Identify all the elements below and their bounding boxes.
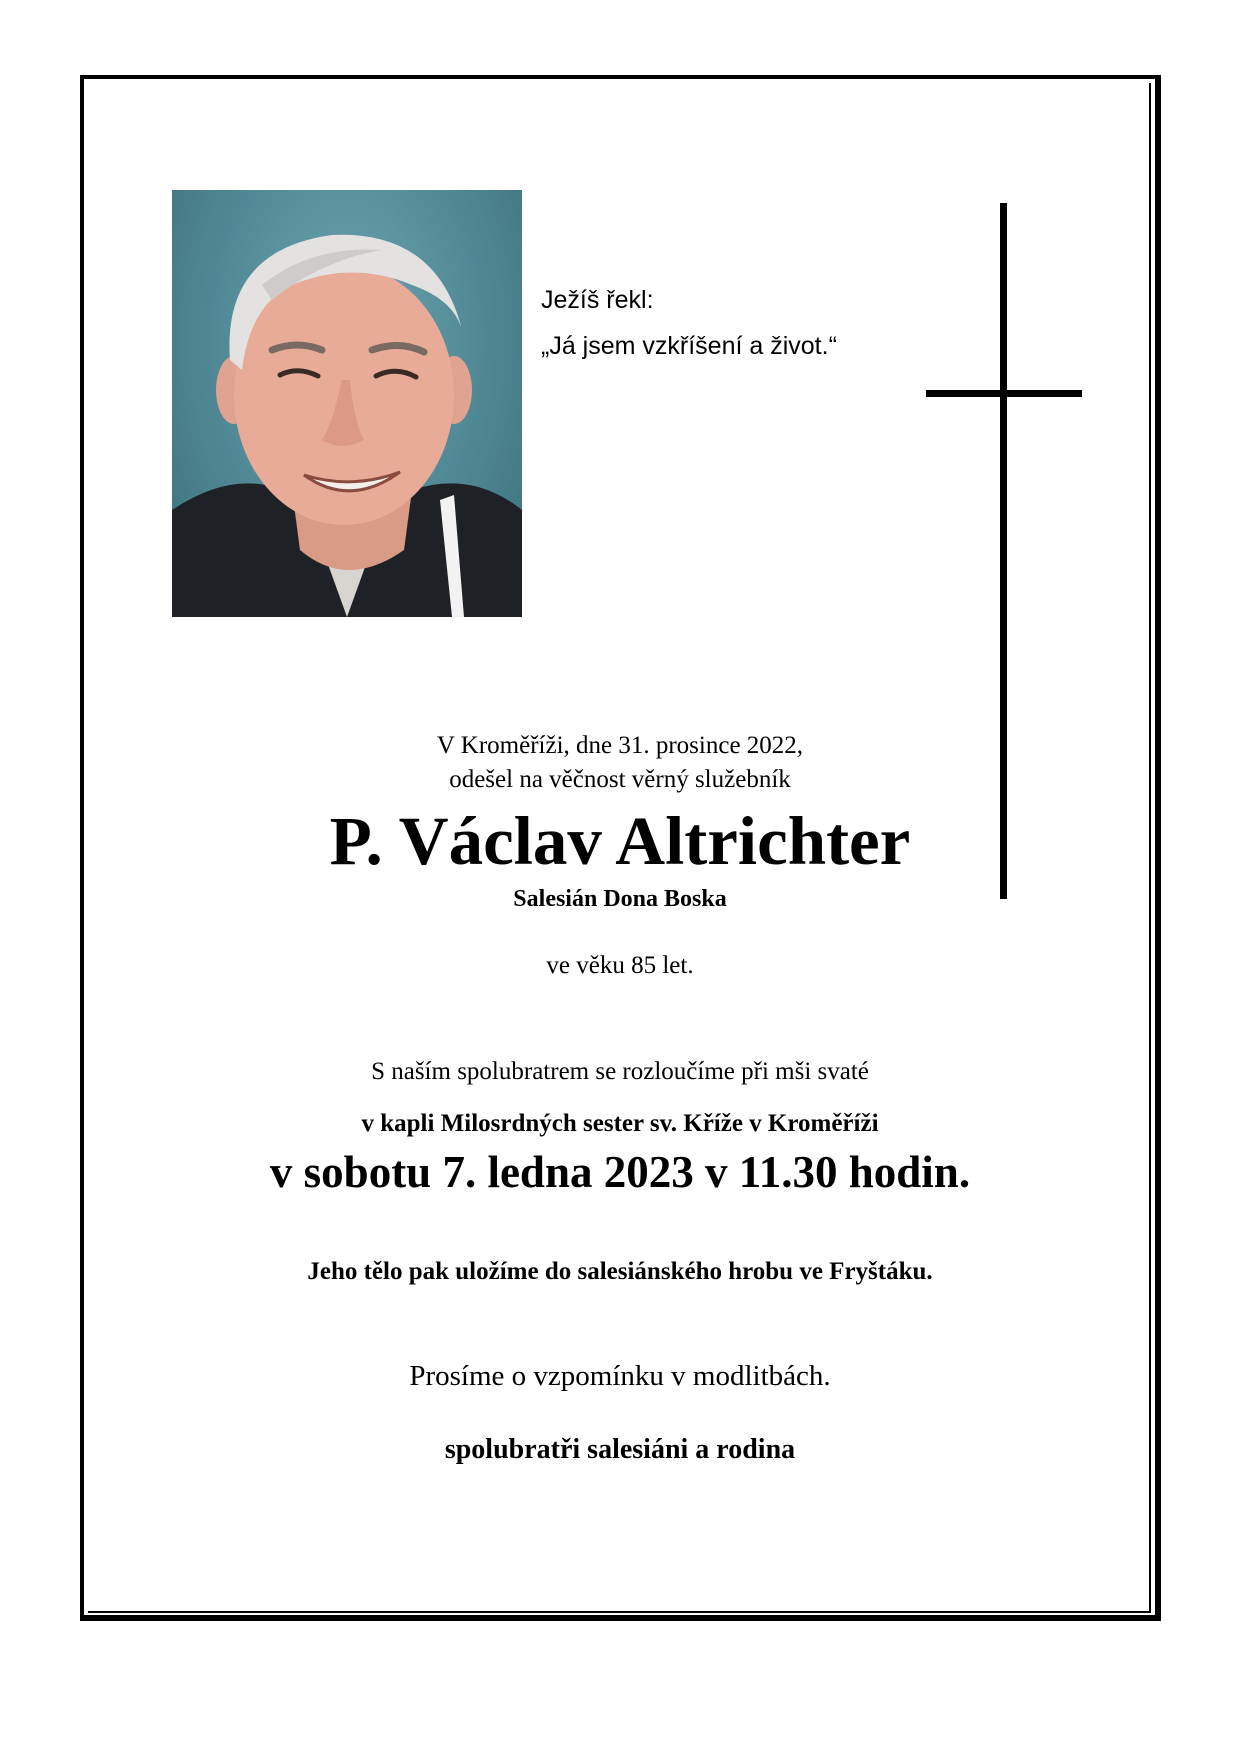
- intro-line-1: V Kroměříži, dne 31. prosince 2022,: [436, 732, 804, 759]
- prayer-request: Prosíme o vzpomínku v modlitbách.: [409, 1360, 831, 1392]
- ceremony-place: v kapli Milosrdných sester sv. Kříže v Kroměříži: [361, 1110, 879, 1137]
- quote-line-1: Ježíš řekl:: [541, 286, 654, 314]
- farewell-text: S naším spolubratrem se rozloučíme při mši svaté: [371, 1058, 869, 1085]
- deceased-name: P. Václav Altrichter: [329, 803, 911, 879]
- quote-line-2: „Já jsem vzkříšení a život.“: [541, 332, 837, 360]
- intro-line-2: odešel na věčnost věrný služebník: [449, 766, 791, 793]
- ceremony-date: v sobotu 7. ledna 2023 v 11.30 hodin.: [269, 1147, 971, 1197]
- cross-icon-horizontal: [926, 390, 1082, 397]
- age-text: ve věku 85 let.: [546, 952, 694, 979]
- signature: spolubratři salesiáni a rodina: [444, 1434, 796, 1465]
- burial-text: Jeho tělo pak uložíme do salesiánského hrobu ve Fryštáku.: [307, 1258, 933, 1285]
- portrait-photo: [172, 190, 522, 617]
- cross-icon-vertical: [1000, 203, 1007, 899]
- religious-order: Salesián Dona Boska: [513, 886, 727, 912]
